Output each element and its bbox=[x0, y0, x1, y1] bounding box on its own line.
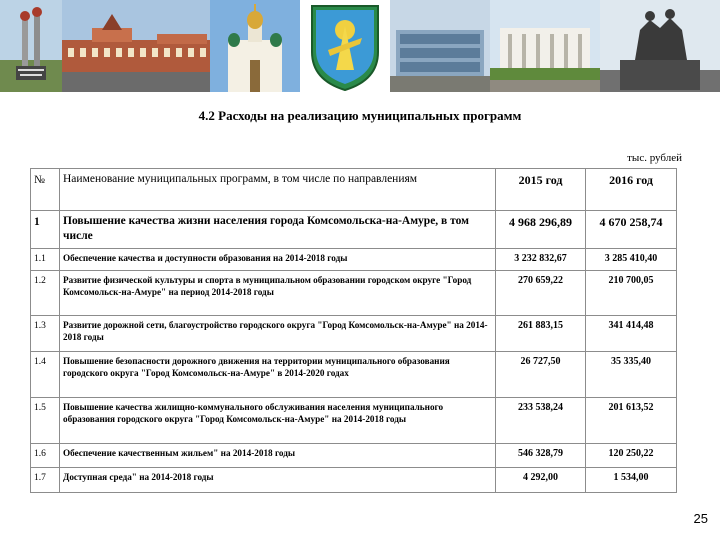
row-name: Обеспечение качественным жильем" на 2014-2018 годы bbox=[60, 444, 496, 468]
row-name: Повышение качества жилищно-коммунального обслуживания населения муниципального образования городского округа "Город Комсомольск-на-Амуре" на 2014-2018 годы bbox=[60, 398, 496, 444]
row-value-2015: 546 328,79 bbox=[496, 444, 586, 468]
row-value-2015: 233 538,24 bbox=[496, 398, 586, 444]
row-value-2016: 35 335,40 bbox=[586, 352, 677, 398]
row-value-2016: 1 534,00 bbox=[586, 468, 677, 493]
row-value-2015: 4 292,00 bbox=[496, 468, 586, 493]
header-year-2016: 2016 год bbox=[586, 169, 677, 211]
table-row bbox=[31, 398, 677, 444]
row-name: Развитие дорожной сети, благоустройство городского округа "Город Комсомольск-на-Амуре" на 2014-2018 годы bbox=[60, 316, 496, 352]
monument-photo bbox=[600, 0, 720, 92]
row-value-2016: 210 700,05 bbox=[586, 271, 677, 316]
row-num: 1.2 bbox=[31, 271, 60, 316]
row-num: 1.4 bbox=[31, 352, 60, 398]
photo-banner bbox=[0, 0, 720, 92]
table-row bbox=[31, 316, 677, 352]
row-value-2016: 120 250,22 bbox=[586, 444, 677, 468]
row-value-2015: 261 883,15 bbox=[496, 316, 586, 352]
table-row bbox=[31, 249, 677, 271]
table-row bbox=[31, 352, 677, 398]
programs-table bbox=[30, 168, 677, 493]
units-label: тыс. рублей bbox=[627, 152, 682, 164]
row-value-2016: 201 613,52 bbox=[586, 398, 677, 444]
header-year-2015: 2015 год bbox=[496, 169, 586, 211]
city-emblem bbox=[300, 0, 390, 92]
city-street-photo bbox=[62, 0, 210, 92]
row-name: Развитие физической культуры и спорта в муниципальном образовании городском округе "Город Комсомольск-на-Амуре" на период 2014-2018 годы bbox=[60, 271, 496, 316]
table-row bbox=[31, 271, 677, 316]
table-row bbox=[31, 444, 677, 468]
row-num: 1.7 bbox=[31, 468, 60, 493]
row-name: Доступная среда" на 2014-2018 годы bbox=[60, 468, 496, 493]
row-value-2016: 341 414,48 bbox=[586, 316, 677, 352]
embankment-photo bbox=[490, 0, 600, 92]
row-name: Повышение качества жизни населения города Комсомольска-на-Амуре, в том числе bbox=[60, 211, 496, 249]
row-num: 1.6 bbox=[31, 444, 60, 468]
page-title: 4.2 Расходы на реализацию муниципальных программ bbox=[198, 108, 522, 123]
row-value-2015: 3 232 832,67 bbox=[496, 249, 586, 271]
table-row bbox=[31, 468, 677, 493]
row-num: 1.1 bbox=[31, 249, 60, 271]
row-num: 1.3 bbox=[31, 316, 60, 352]
row-name: Повышение безопасности дорожного движения на территории муниципального образования городского округа "Город Комсомольск-на-Амуре" в 2014-2020 годах bbox=[60, 352, 496, 398]
row-value-2015: 26 727,50 bbox=[496, 352, 586, 398]
header-num: № bbox=[31, 169, 60, 211]
city-stele-photo bbox=[0, 0, 62, 92]
modern-building-photo bbox=[390, 0, 490, 92]
page-number: 25 bbox=[693, 511, 708, 526]
cathedral-photo bbox=[210, 0, 300, 92]
row-value-2015: 4 968 296,89 bbox=[496, 211, 586, 249]
row-value-2015: 270 659,22 bbox=[496, 271, 586, 316]
table-header-row bbox=[31, 169, 677, 211]
row-num: 1.5 bbox=[31, 398, 60, 444]
header-name: Наименование муниципальных программ, в том числе по направлениям bbox=[60, 169, 496, 211]
row-value-2016: 3 285 410,40 bbox=[586, 249, 677, 271]
row-num: 1 bbox=[31, 211, 60, 249]
table-row bbox=[31, 211, 677, 249]
row-value-2016: 4 670 258,74 bbox=[586, 211, 677, 249]
row-name: Обеспечение качества и доступности образования на 2014-2018 годы bbox=[60, 249, 496, 271]
